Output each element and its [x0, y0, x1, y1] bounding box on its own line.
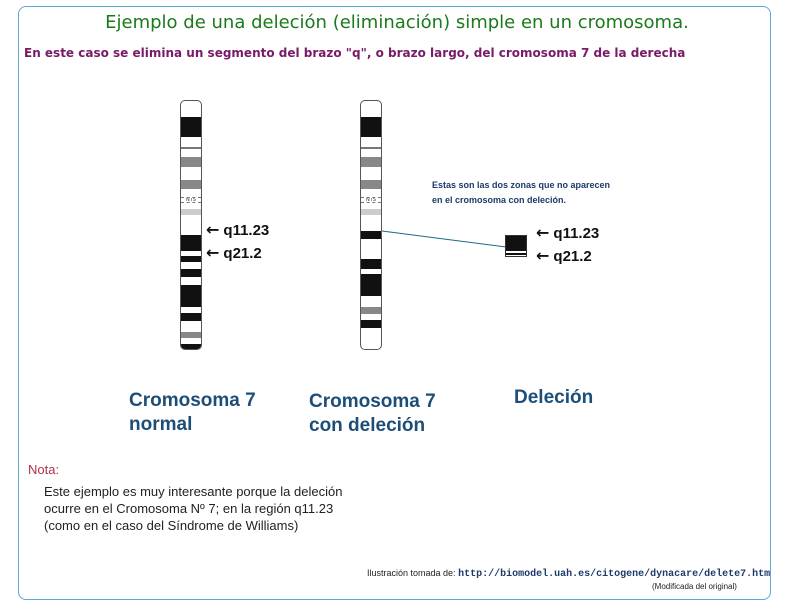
left-arrow-icon: ← — [536, 223, 550, 242]
caption-line: Cromosoma 7 — [129, 390, 256, 411]
band — [181, 147, 201, 149]
band — [181, 117, 201, 137]
band — [361, 259, 381, 269]
deletion-note-line: en el cromosoma con deleción. — [432, 195, 567, 205]
band — [361, 180, 381, 189]
caption-deleted — [309, 390, 436, 438]
band — [361, 320, 381, 328]
note-text — [44, 483, 342, 534]
band — [181, 285, 201, 307]
band-label: q11.23 — [553, 225, 600, 242]
band — [361, 157, 381, 167]
band — [181, 157, 201, 167]
page-subtitle: En este caso se elimina un segmento del brazo "q", o brazo largo, del cromosoma 7 de la derecha — [24, 46, 686, 60]
caption-normal — [129, 389, 256, 437]
caption-line: con deleción — [309, 415, 426, 436]
modified-note: (Modificada del original) — [652, 582, 737, 591]
band — [181, 313, 201, 321]
left-arrow-icon: ← — [206, 220, 220, 239]
page-title: Ejemplo de una deleción (eliminación) simple en un cromosoma. — [105, 12, 689, 33]
source-credit — [367, 568, 770, 580]
band-label: q11.23 — [223, 222, 270, 239]
chromosome-7-deleted — [360, 100, 382, 350]
band — [361, 274, 381, 296]
band-label: q21.2 — [223, 245, 262, 262]
left-arrow-icon: ← — [206, 243, 220, 262]
chromosome-7-normal — [180, 100, 202, 350]
band — [361, 147, 381, 149]
caption-line: normal — [129, 414, 193, 435]
note-line: Este ejemplo es muy interesante porque la deleción — [44, 484, 343, 499]
band — [181, 269, 201, 277]
centromere: NTS — [361, 197, 381, 203]
band — [181, 344, 201, 350]
band-q11-23 — [181, 235, 201, 251]
arrow-q11-23-normal — [206, 220, 269, 239]
caption-deletion: Deleción — [514, 387, 594, 408]
deleted-fragment — [505, 235, 527, 257]
note-line: ocurre en el Cromosoma Nº 7; en la región q11.23 — [44, 501, 334, 516]
source-prefix: Ilustración tomada de: — [367, 568, 456, 578]
source-link[interactable]: http://biomodel.uah.es/citogene/dynacare/delete7.htm — [458, 569, 771, 580]
arrow-q11-23-fragment — [536, 223, 599, 242]
arrow-q21-2-fragment — [536, 246, 592, 265]
band-label: q21.2 — [553, 248, 592, 265]
band — [361, 307, 381, 314]
arrow-q21-2-normal — [206, 243, 262, 262]
deletion-note-line: Estas son las dos zonas que no aparecen — [432, 180, 611, 190]
band — [181, 332, 201, 338]
band-q21-2 — [181, 256, 201, 262]
band — [361, 117, 381, 137]
band — [361, 231, 381, 239]
fragment-band-q21-2 — [506, 253, 526, 255]
band — [181, 180, 201, 189]
caption-line: Cromosoma 7 — [309, 391, 436, 412]
deletion-note — [432, 178, 610, 208]
note-heading: Nota: — [28, 462, 60, 477]
band — [181, 209, 201, 215]
fragment-band-q11-23 — [506, 236, 526, 251]
left-arrow-icon: ← — [536, 246, 550, 265]
band — [361, 209, 381, 215]
note-line: (como en el caso del Síndrome de Williams) — [44, 518, 299, 533]
centromere: NTS — [181, 197, 201, 203]
